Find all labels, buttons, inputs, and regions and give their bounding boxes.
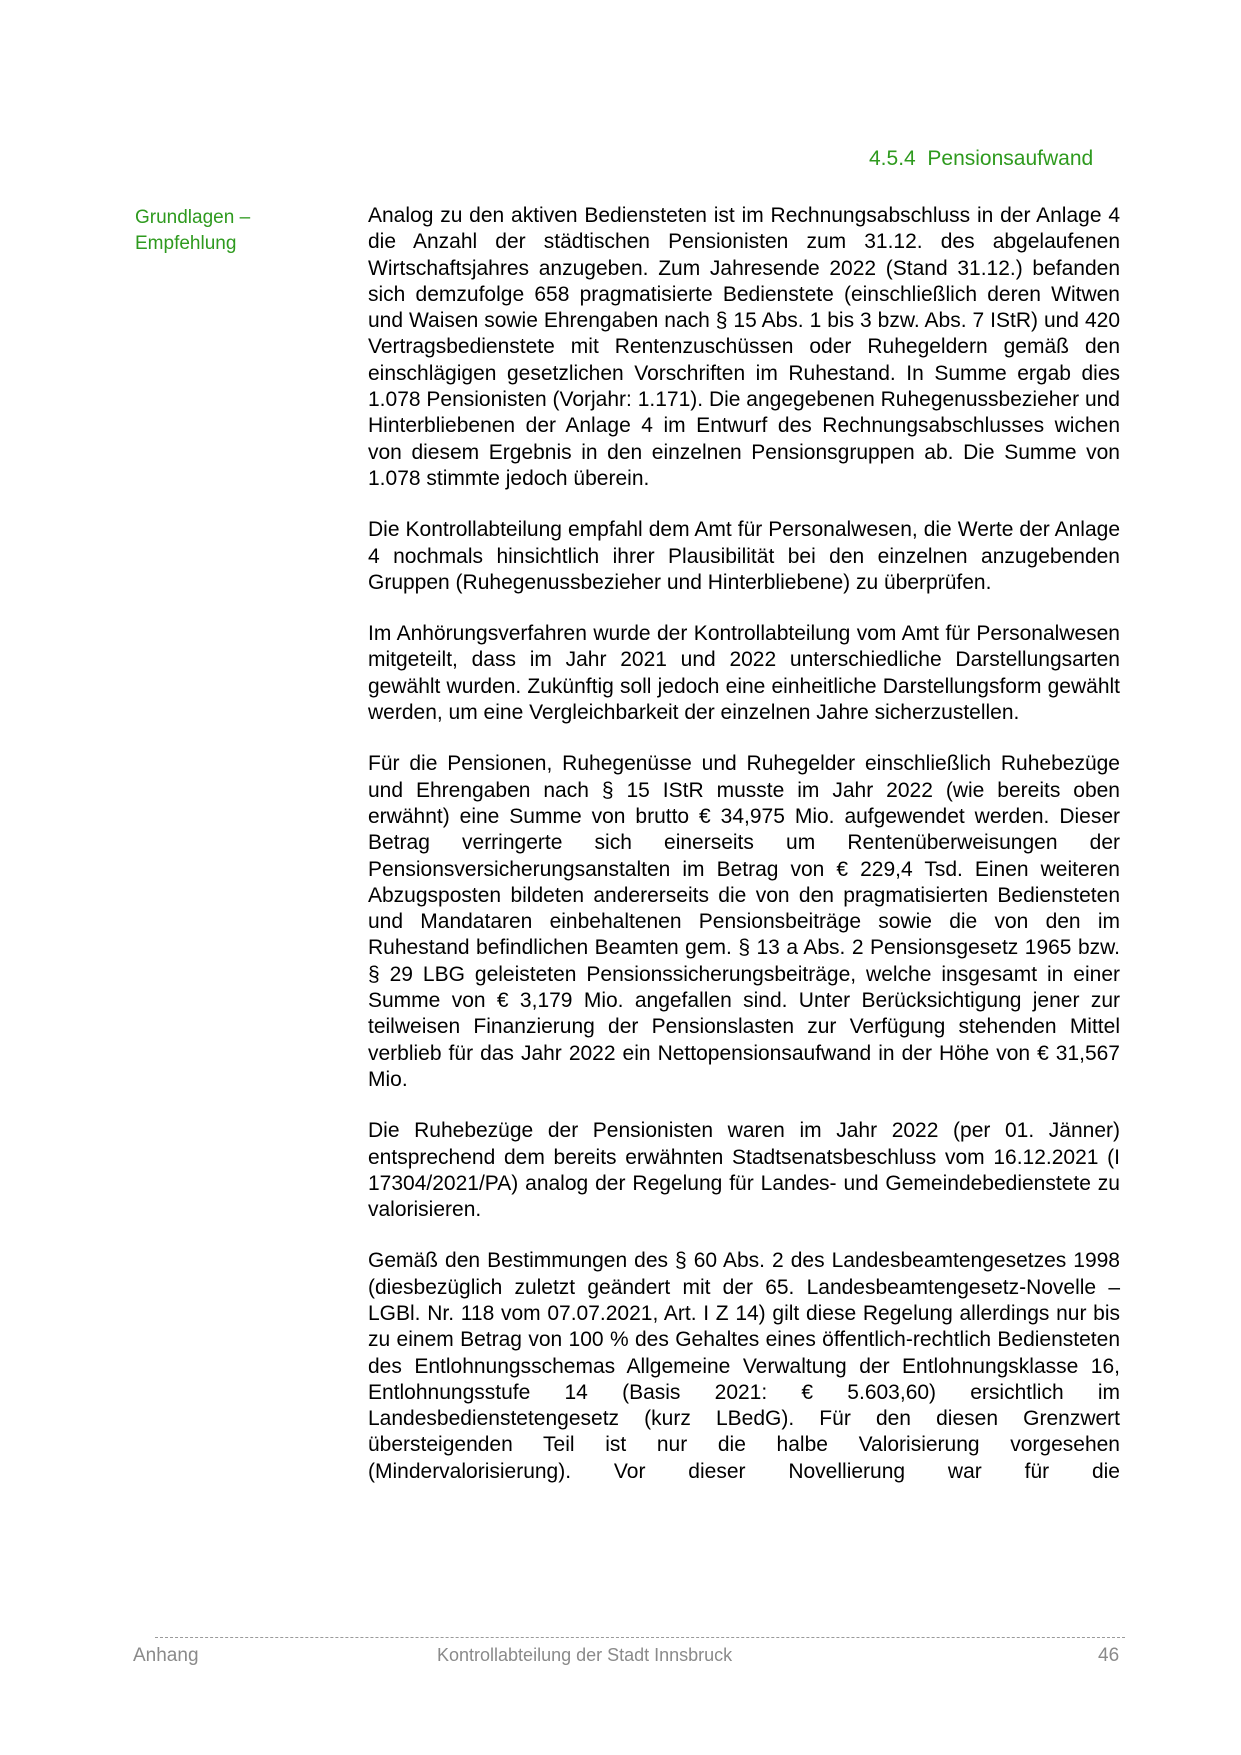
footer-divider	[155, 1637, 1125, 1638]
body-text	[368, 203, 1120, 1510]
section-heading	[869, 147, 1093, 171]
paragraph-6: Gemäß den Bestimmungen des § 60 Abs. 2 des Landesbeamtengesetzes 1998 (diesbezüglich zuletzt geändert mit der 65. Landesbeamtengesetz-Novelle – LGBl. Nr. 118 vom 07.07.2021, Art. I Z 14) gilt diese Regelung allerdings nur bis zu einem Betrag von 100 % des Gehaltes eines öffentlich-rechtlich Bediensteten des Entlohnungsschemas Allgemeine Verwaltung der Entlohnungsklasse 16, Entlohnungsstufe 14 (Basis 2021: € 5.603,60) ersichtlich im Landesbedienstetengesetz (kurz LBedG). Für den diesen Grenzwert übersteigenden Teil ist nur die halbe Valorisierung vorgesehen (Mindervalorisierung). Vor dieser Novellierung war für die	[368, 1249, 1120, 1483]
paragraph-2: Die Kontrollabteilung empfahl dem Amt für Personalwesen, die Werte der Anlage 4 nochmals hinsichtlich ihrer Plausibilität bei den einzelnen anzugebenden Gruppen (Ruhegenussbezieher und Hinterbliebene) zu überprüfen.	[368, 518, 1120, 594]
margin-note-line-2: Empfehlung	[135, 233, 237, 254]
footer-organization: Kontrollabteilung der Stadt Innsbruck	[437, 1645, 733, 1665]
page-number: 46	[1098, 1645, 1120, 1666]
footer-section-label: Anhang	[133, 1645, 199, 1666]
margin-note-line-1: Grundlagen –	[135, 207, 251, 228]
paragraph-4: Für die Pensionen, Ruhegenüsse und Ruhegelder einschließlich Ruhebezüge und Ehrengaben nach § 15 IStR musste im Jahr 2022 (wie bereits oben erwähnt) eine Summe von brutto € 34,975 Mio. aufgewendet werden. Dieser Betrag verringerte sich einerseits um Rentenüberweisungen der Pensionsversicherungsanstalten im Betrag von € 229,4 Tsd. Einen weiteren Abzugsposten bildeten andererseits die von den pragmatisierten Bediensteten und Mandataren einbehaltenen Pensionsbeiträge sowie die von den im Ruhestand befindlichen Beamten gem. § 13 a Abs. 2 Pensionsgesetz 1965 bzw. § 29 LBG geleisteten Pensionssicherungsbeiträge, welche insgesamt in einer Summe von € 3,179 Mio. angefallen sind. Unter Berücksichtigung jener zur teilweisen Finanzierung der Pensionslasten zur Verfügung stehenden Mittel verblieb für das Jahr 2022 ein Nettopensionsaufwand in der Höhe von € 31,567 Mio.	[368, 752, 1120, 1091]
section-title: Pensionsaufwand	[927, 147, 1094, 170]
margin-note	[135, 205, 335, 257]
paragraph-1: Analog zu den aktiven Bediensteten ist im Rechnungsabschluss in der Anlage 4 die Anzahl der städtischen Pensionisten zum 31.12. des abgelaufenen Wirtschaftsjahres anzugeben. Zum Jahresende 2022 (Stand 31.12.) befanden sich demzufolge 658 pragmatisierte Bedienstete (einschließlich deren Witwen und Waisen sowie Ehrengaben nach § 15 Abs. 1 bis 3 bzw. Abs. 7 IStR) und 420 Vertragsbedienstete mit Rentenzuschüssen oder Ruhegeldern gemäß den einschlägigen gesetzlichen Vorschriften im Ruhestand. In Summe ergab dies 1.078 Pensionisten (Vorjahr: 1.171). Die angegebenen Ruhegenussbezieher und Hinterbliebenen der Anlage 4 im Entwurf des Rechnungsabschlusses wichen von diesem Ergebnis in den einzelnen Pensionsgruppen ab. Die Summe von 1.078 stimmte jedoch überein.	[368, 204, 1120, 490]
paragraph-5: Die Ruhebezüge der Pensionisten waren im Jahr 2022 (per 01. Jänner) entsprechend dem bereits erwähnten Stadtsenatsbeschluss vom 16.12.2021 (I 17304/2021/PA) analog der Regelung für Landes- und Gemeindebedienstete zu valorisieren.	[368, 1119, 1120, 1222]
paragraph-3: Im Anhörungsverfahren wurde der Kontrollabteilung vom Amt für Personalwesen mitgeteilt, dass im Jahr 2021 und 2022 unterschiedliche Darstellungsarten gewählt wurden. Zukünftig soll jedoch eine einheitliche Darstellungsform gewählt werden, um eine Vergleichbarkeit der einzelnen Jahre sicherzustellen.	[368, 622, 1120, 725]
section-number: 4.5.4	[869, 147, 916, 170]
